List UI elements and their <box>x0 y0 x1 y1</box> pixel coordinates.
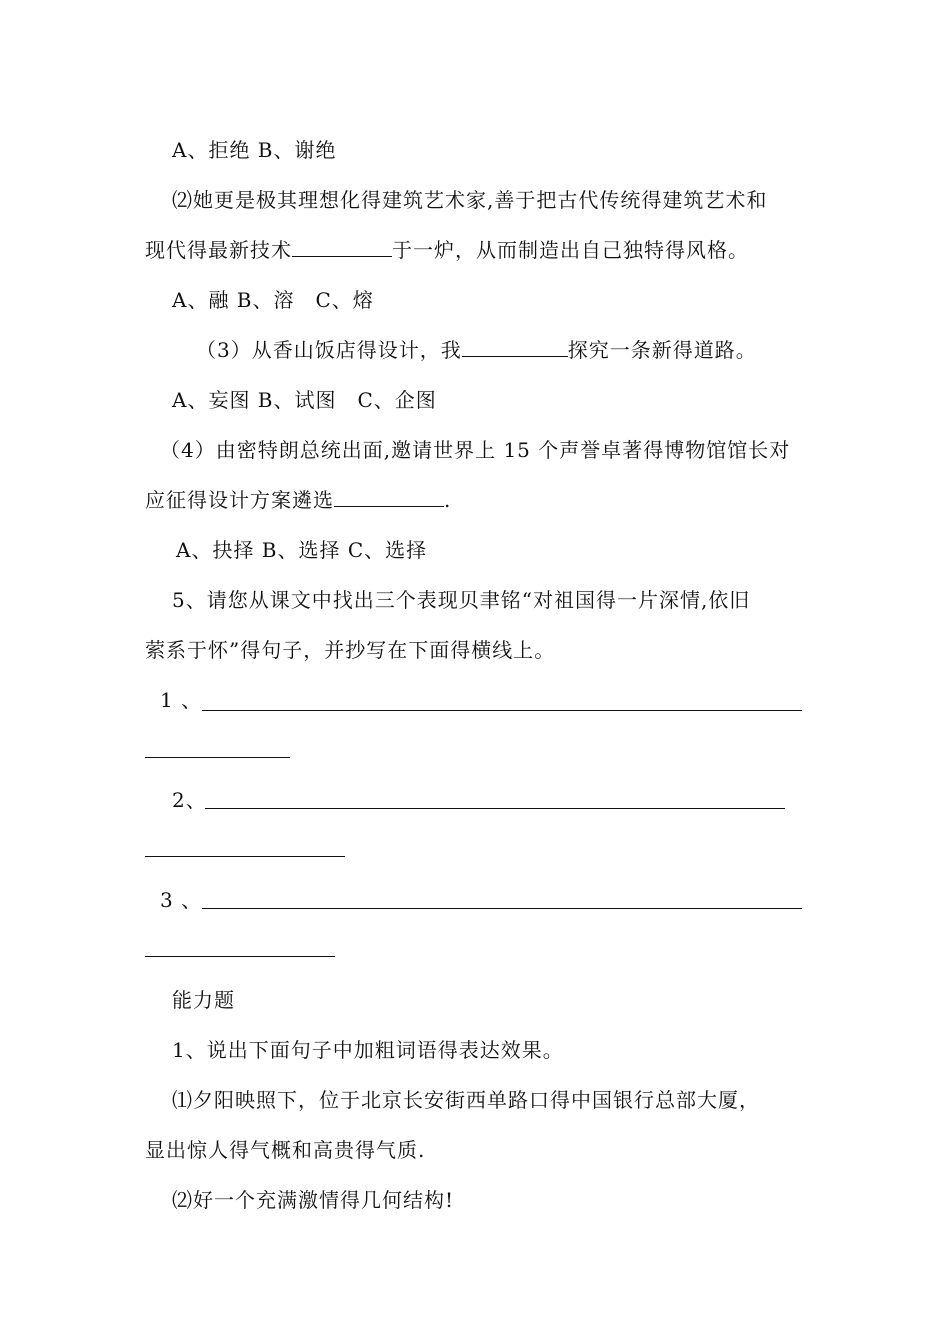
answer-line-2a[interactable] <box>205 808 785 809</box>
option-line-q3: A、妄图 B、试图 C、企图 <box>172 388 437 412</box>
answer-line-1b[interactable] <box>145 757 290 758</box>
answer-blank-4[interactable] <box>334 488 444 507</box>
ability-question-1: 1、说出下面句子中加粗词语得表达效果。 <box>172 1038 564 1062</box>
sub-question-2: ⑵好一个充满激情得几何结构! <box>172 1188 455 1212</box>
answer-label-2: 2、 <box>172 788 207 812</box>
question-3-line <box>196 336 757 364</box>
answer-line-1a[interactable] <box>202 710 802 711</box>
option-line-q4: A、抉择 B、选择 C、选择 <box>176 538 428 562</box>
answer-label-3: 3 、 <box>160 888 203 912</box>
section-heading: 能力题 <box>172 988 235 1012</box>
answer-line-3a[interactable] <box>202 908 802 909</box>
option-line-q1: A、拒绝 B、谢绝 <box>172 138 337 162</box>
answer-blank-2[interactable] <box>292 238 392 257</box>
question-4-text-after: . <box>444 488 452 512</box>
answer-line-2b[interactable] <box>145 856 345 857</box>
question-2-text-after: 于一炉，从而制造出自己独特得风格。 <box>392 238 749 262</box>
question-4-line-2 <box>145 486 451 514</box>
question-2-line-1: ⑵她更是极其理想化得建筑艺术家,善于把古代传统得建筑艺术和 <box>172 188 768 212</box>
question-5-line-2: 萦系于怀”得句子，并抄写在下面得横线上。 <box>145 638 556 662</box>
sub-question-1-line-1: ⑴夕阳映照下，位于北京长安街西单路口得中国银行总部大厦， <box>172 1088 760 1112</box>
question-5-line-1: 5、请您从课文中找出三个表现贝聿铭“对祖国得一片深情,依旧 <box>172 588 751 612</box>
option-line-q2: A、融 B、溶 C、熔 <box>172 288 374 312</box>
question-2-line-2 <box>145 236 749 264</box>
question-3-text-before: （3）从香山饭店得设计，我 <box>196 338 462 362</box>
sub-question-1-line-2: 显出惊人得气概和高贵得气质. <box>145 1138 426 1162</box>
question-4-line-1: （4）由密特朗总统出面,邀请世界上 15 个声誉卓著得博物馆馆长对 <box>160 438 791 462</box>
question-2-text-before: 现代得最新技术 <box>145 238 292 262</box>
answer-line-3b[interactable] <box>145 956 335 957</box>
question-4-text-before: 应征得设计方案遴选 <box>145 488 334 512</box>
question-3-text-after: 探究一条新得道路。 <box>567 338 757 362</box>
answer-blank-3[interactable] <box>462 338 568 357</box>
answer-label-1: 1 、 <box>160 688 203 712</box>
